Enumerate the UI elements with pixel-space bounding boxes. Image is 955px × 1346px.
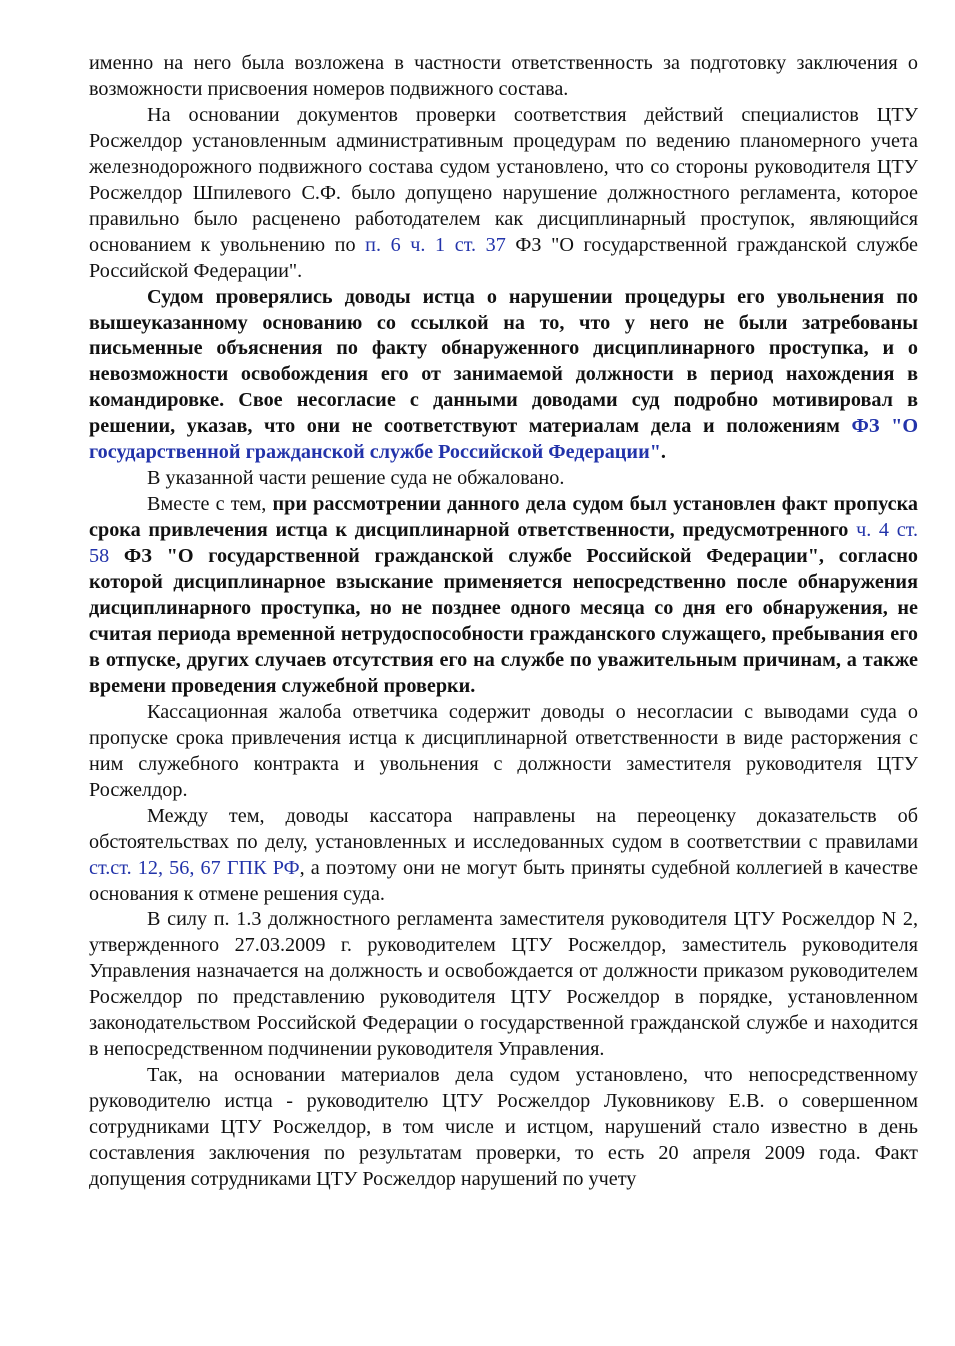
text-run: В силу п. 1.3 должностного регламента заместителя руководителя ЦТУ [147, 908, 775, 931]
text-run: также времени проведения служебной проверки. [89, 648, 919, 697]
text-run: дисциплинарного проступка, и о невозможности освобождения его от [89, 337, 918, 386]
text-run: ЦТУ Росжелдор в порядке, установленном законодательством Российской Федерации [89, 986, 919, 1035]
text-run: руководителю истца - руководителю ЦТУ Росжелдор Луковникову Е.В. о [89, 1090, 789, 1113]
text-run: затребованы письменные объяснения по факту обнаруженного [89, 311, 918, 360]
text-run: обстоятельствах по делу, установленных и исследованных судом в соответствии с [89, 830, 818, 853]
text-run: правилами [825, 830, 919, 853]
paragraph [89, 103, 918, 285]
text-run: но не позднее одного месяца со дня его обнаружения, не считая периода [89, 597, 919, 645]
text-run: применяется непосредственно после обнаружения дисциплинарного проступка, [89, 571, 918, 620]
law-reference-link[interactable]: п. 6 ч. 1 ст. 37 [365, 233, 506, 256]
text-run: . [660, 441, 666, 464]
text-run: В указанной части решение суда не обжаловано. [147, 467, 565, 490]
text-run: ФЗ "О государственной гражданской службе [109, 545, 572, 568]
paragraph [89, 466, 918, 492]
text-run: о государственной гражданской службе и находится в непосредственном подчинении [89, 1012, 918, 1061]
text-run: Судом проверялись доводы истца о нарушении процедуры его увольнения [147, 285, 885, 308]
paragraph [89, 51, 918, 103]
text-run: суда о пропуске срока привлечения истца к дисциплинарной ответственности в виде [89, 700, 919, 749]
text-run: руководителя ЦТУ Росжелдор. [89, 752, 919, 801]
text-run: по вышеуказанному основанию со ссылкой на то, что у него не были [89, 285, 918, 334]
law-reference-link[interactable]: ФЗ "О государственной [89, 415, 919, 464]
text-run: учета железнодорожного подвижного состава судом установлено, что со стороны [89, 129, 918, 178]
text-run: дисциплинарный проступок, являющийся основанием к увольнению по [89, 207, 918, 256]
text-run: временной нетрудоспособности гражданского служащего, пребывания его в [89, 622, 918, 671]
text-run: Российской Федерации", согласно которой дисциплинарное взыскание [89, 545, 918, 594]
text-run: данными доводами суд подробно мотивировал в решении, указав, что они не [89, 389, 918, 438]
text-run: Росжелдор установленным административным процедурам по ведению планомерного [89, 129, 861, 152]
text-run: На основании документов проверки соответствия действий специалистов ЦТУ [147, 103, 918, 126]
law-reference-link[interactable]: ч. 4 ст. 58 [89, 519, 919, 568]
text-run: Между тем, доводы кассатора направлены на переоценку доказательств об [147, 804, 918, 827]
text-run: Вместе с тем, [147, 493, 273, 516]
law-reference-link[interactable]: гражданской службе Российской Федерации" [245, 441, 661, 464]
text-run: отпуске, других случаев отсутствия его на службе по уважительным причинам, а [105, 648, 857, 671]
text-run: соответствуют материалам дела и положениям [384, 415, 852, 438]
text-run: , а поэтому они не могут быть приняты судебной [299, 856, 731, 879]
text-run: должностного регламента, которое правильно было расценено работодателем как [89, 181, 918, 230]
text-run: Так, на основании материалов дела судом установлено, что непосредственному [147, 1064, 918, 1087]
paragraph [89, 492, 918, 700]
text-run: совершенном сотрудниками ЦТУ Росжелдор, в том числе и истцом, нарушений стало [89, 1090, 918, 1139]
text-run: должности приказом руководителем Росжелдор по представлению руководителя [89, 960, 919, 1009]
paragraph [89, 1063, 918, 1193]
text-run: 2009 года. Факт допущения сотрудниками ЦТУ Росжелдор нарушений по учету [89, 1142, 919, 1190]
text-run: ФЗ "О государственной гражданской службе Российской Федерации". [89, 233, 918, 282]
text-run: коллегией в качестве основания к отмене решения суда. [89, 856, 918, 905]
paragraph [89, 804, 918, 908]
text-run: расторжения с ним служебного контракта и увольнения с должности заместителя [89, 726, 919, 775]
paragraph [89, 700, 918, 804]
text-run: известно в день составления заключения по результатам проверки, то есть 20 апреля [89, 1116, 919, 1165]
paragraph [89, 907, 918, 1063]
text-run: Кассационная жалоба ответчика содержит доводы о несогласии с выводами [147, 700, 849, 723]
text-run: руководителя Управления. [376, 1038, 605, 1061]
law-reference-link[interactable]: ст.ст. 12, 56, 67 ГПК РФ [89, 856, 300, 879]
text-run: руководителя ЦТУ Росжелдор Шпилевого С.Ф. было допущено нарушение [89, 155, 919, 204]
text-run: занимаемой должности в период нахождения в командировке. Свое несогласие с [89, 363, 919, 412]
text-run: при рассмотрении данного дела судом был установлен факт [272, 493, 828, 516]
text-run: именно на него была возложена в частности ответственность за подготовку [89, 52, 787, 74]
text-run: Росжелдор N 2, утвержденного 27.03.2009 г. руководителем ЦТУ Росжелдор, [89, 908, 918, 957]
document-page [89, 51, 918, 1193]
text-run: заместитель руководителя Управления назначается на должность и освобождается от [89, 934, 919, 983]
paragraph [89, 285, 918, 467]
text-run: пропуска срока привлечения истца к дисциплинарной ответственности, [89, 493, 918, 542]
text-run: предусмотренного [682, 519, 857, 542]
text-run: заключения о возможности присвоения номеров подвижного состава. [89, 52, 918, 100]
